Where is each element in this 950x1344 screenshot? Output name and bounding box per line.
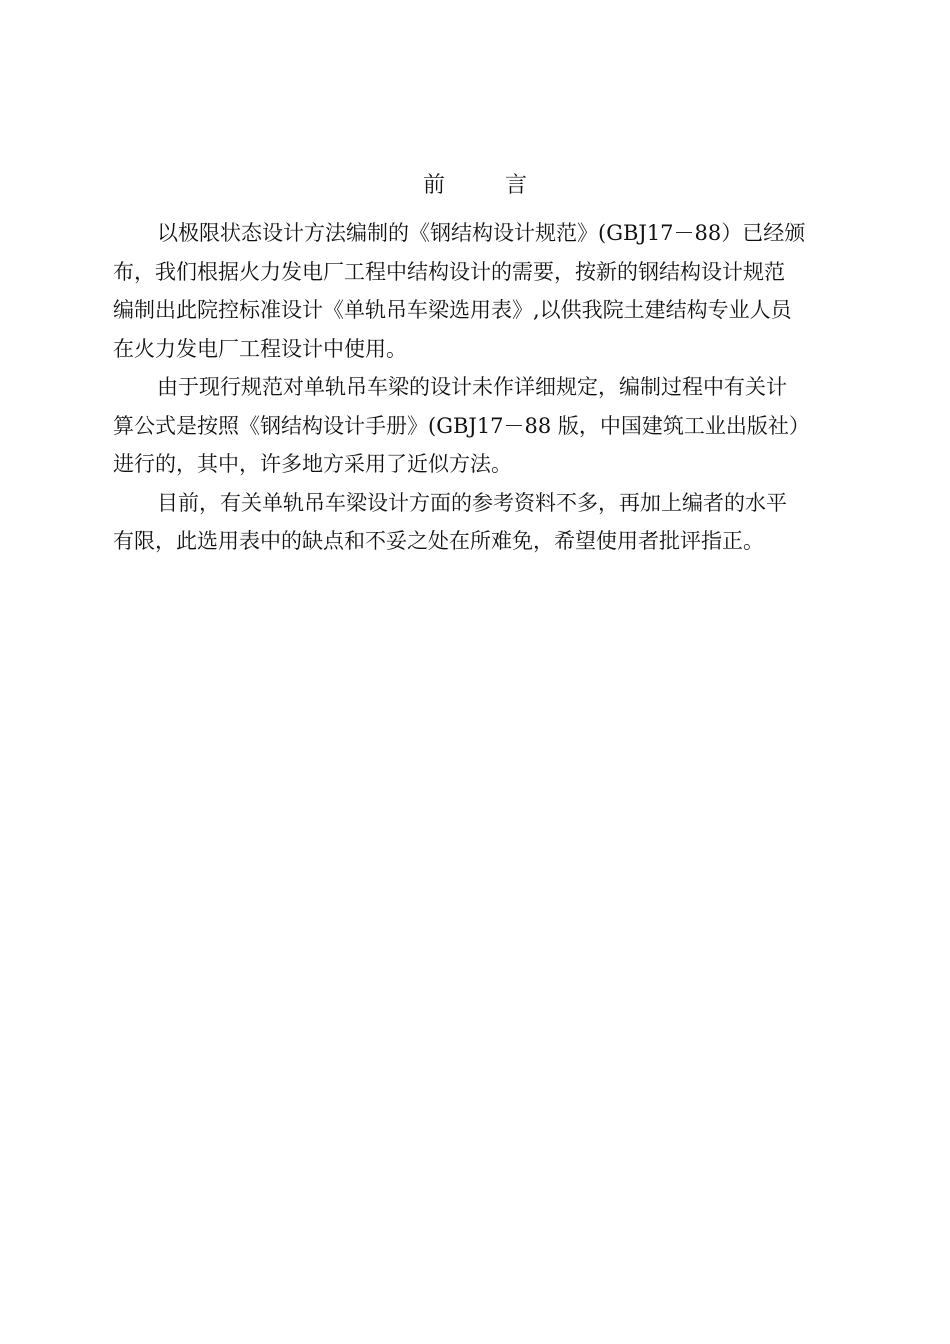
paragraph-2-line-3: 进行的，其中，许多地方采用了近似方法。 [113,452,512,476]
paragraph-3-line-1: 目前，有关单轨吊车梁设计方面的参考资料不多，再加上编者的水平 [157,490,787,515]
page-title [0,170,950,202]
paragraph-2-line-1: 由于现行规范对单轨吊车梁的设计未作详细规定，编制过程中有关计 [157,375,787,399]
paragraph-2-line-2: 算公式是按照《钢结构设计手册》(GBJ17－88 版，中国建筑工业出版社） [113,413,810,438]
paragraph-1 [113,214,839,368]
paragraph-3-line-2: 有限，此选用表中的缺点和不妥之处在所难免，希望使用者批评指正。 [113,529,764,553]
paragraph-1-line-3: 编制出此院控标准设计《单轨吊车梁选用表》,以供我院土建结构专业人员 [113,298,792,322]
title-char-1: 前 [422,173,445,198]
paragraph-1-line-1: 以极限状态设计方法编制的《钢结构设计规范》(GBJ17－88）已经颁 [157,221,806,245]
paragraph-3 [113,484,839,561]
title-char-2: 言 [505,173,528,198]
paragraph-1-line-4: 在火力发电厂工程设计中使用。 [113,336,407,361]
paragraph-1-line-2: 布，我们根据火力发电厂工程中结构设计的需要，按新的钢结构设计规范 [113,259,785,284]
paragraph-2 [113,368,839,484]
document-body [113,214,839,561]
